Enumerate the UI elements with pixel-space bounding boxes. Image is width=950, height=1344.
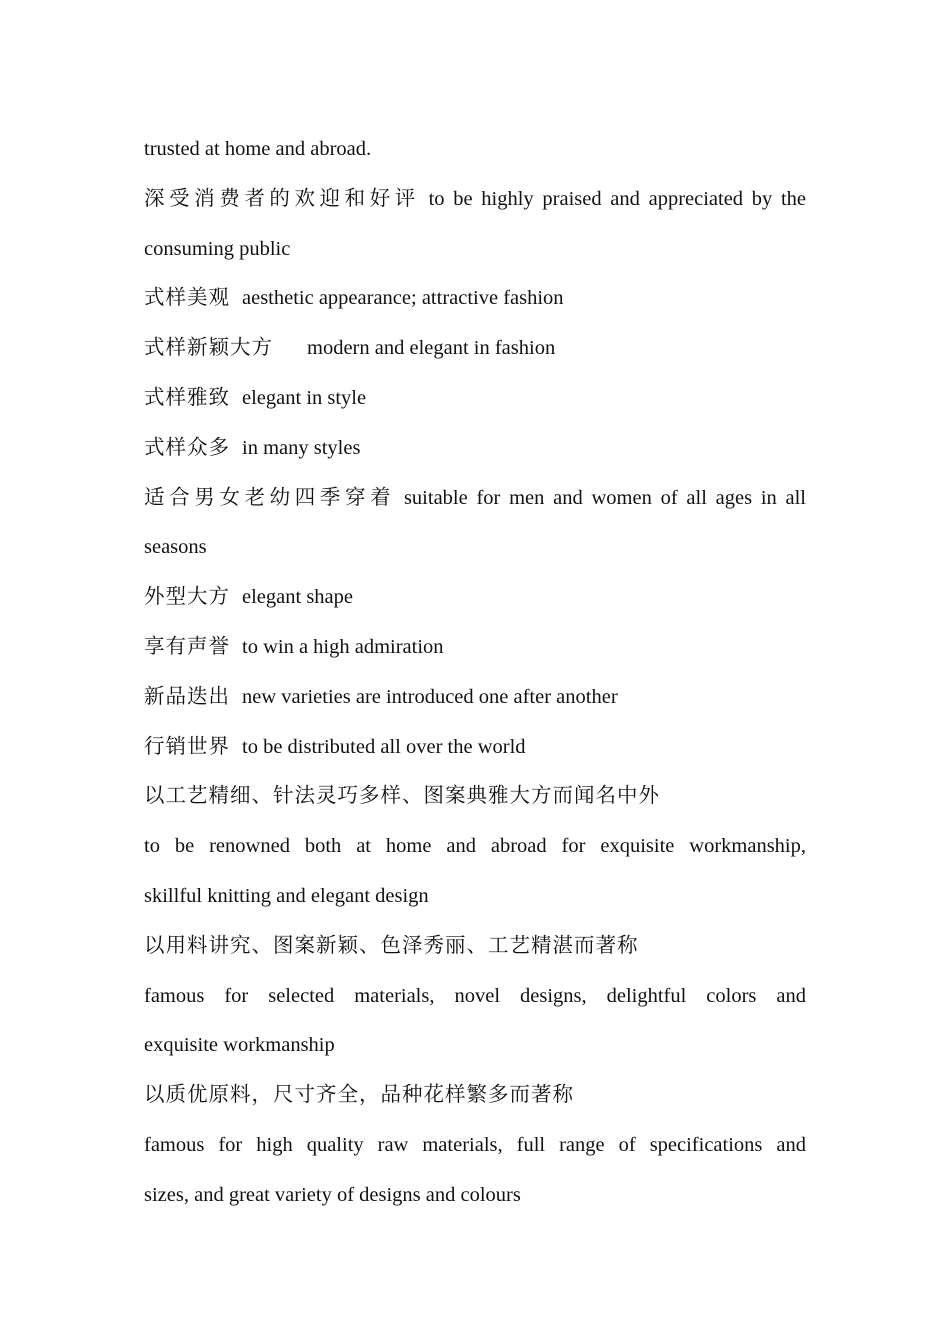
entry-chinese-term: 以质优原料，尺寸齐全，品种花样繁多而著称 [144,1084,574,1107]
entry-english-line [144,872,806,922]
entry-chinese-term: 适合男女老幼四季穿着 [144,486,396,509]
entry-english-text: suitable for men and women of all ages in all [403,486,806,509]
glossary-entry-heading [144,922,806,972]
entry-english-text: to win a high admiration [242,635,444,658]
glossary-entry [144,673,806,723]
entry-chinese-term: 外型大方 [144,586,230,609]
entry-chinese-term: 式样雅致 [144,386,230,409]
entry-english-text: to be distributed all over the world [242,735,526,758]
glossary-entry [144,324,806,374]
entry-english-text: famous for selected materials, novel designs, delightful colors and [144,984,806,1007]
glossary-entry [144,175,806,225]
glossary-entry [144,374,806,424]
entry-continuation [144,225,806,275]
entry-chinese-term: 以用料讲究、图案新颖、色泽秀丽、工艺精湛而著称 [144,934,639,957]
entry-chinese-term: 式样众多 [144,436,230,459]
entry-english-line [144,1171,806,1221]
glossary-entry [144,623,806,673]
entry-english-text: to be highly praised and appreciated by the [428,187,806,210]
entry-english-text: modern and elegant in fashion [307,337,556,360]
entry-chinese-term: 以工艺精细、针法灵巧多样、图案典雅大方而闻名中外 [144,785,660,808]
entry-english-text: trusted at home and abroad. [144,138,372,160]
entry-english-text: sizes, and great variety of designs and colours [144,1183,521,1206]
entry-english-text: aesthetic appearance; attractive fashion [242,287,564,310]
document-page [144,125,806,1221]
entry-chinese-term: 行销世界 [144,735,230,758]
entry-english-text: exquisite workmanship [144,1034,335,1057]
entry-chinese-term: 深受消费者的欢迎和好评 [144,187,420,210]
entry-continuation [144,523,806,573]
entry-english-line [144,1121,806,1171]
glossary-entry [144,723,806,773]
entry-english-text: seasons [144,536,207,559]
entry-english-line [144,1021,806,1071]
glossary-entry [144,474,806,524]
glossary-entry [144,573,806,623]
entry-chinese-term: 式样新颖大方 [144,337,273,360]
glossary-entry [144,274,806,324]
entry-english-text: consuming public [144,237,291,260]
entry-english-text: elegant in style [242,386,367,409]
entry-chinese-term: 享有声誉 [144,635,230,658]
entry-english-text: in many styles [242,436,361,459]
entry-english-line [144,972,806,1022]
entry-english-line [144,822,806,872]
entry-english-text: to be renowned both at home and abroad for exquisite workmanship, [144,835,806,858]
entry-english-text: skillful knitting and elegant design [144,884,429,907]
glossary-entry-heading [144,1071,806,1121]
entry-english-text: famous for high quality raw materials, full range of specifications and [144,1133,806,1156]
glossary-entry [144,424,806,474]
entry-chinese-term: 新品迭出 [144,685,230,708]
entry-continuation [144,125,806,175]
entry-english-text: new varieties are introduced one after another [242,685,618,708]
entry-english-text: elegant shape [242,586,353,609]
glossary-entry-heading [144,772,806,822]
entry-chinese-term: 式样美观 [144,287,230,310]
